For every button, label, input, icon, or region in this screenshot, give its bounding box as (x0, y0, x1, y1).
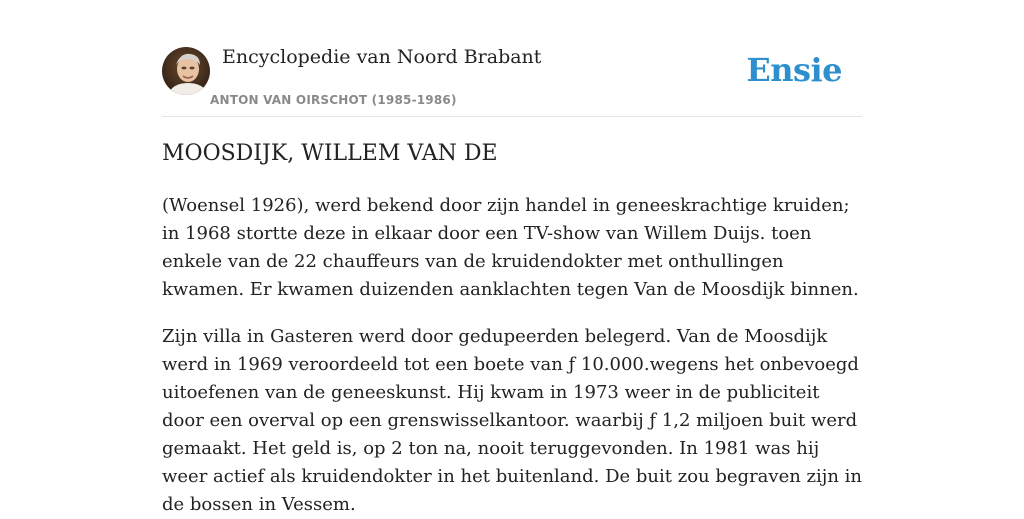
author-name[interactable]: ANTON VAN OIRSCHOT (1985-1986) (210, 93, 457, 107)
entry-paragraph: (Woensel 1926), werd bekend door zijn handel in geneeskrachtige kruiden; in 1968 stortte deze in elkaar door een TV-show van Willem Duijs. toen enkele van de 22 chauffeurs van de kruidendokter met onthullingen kwamen. Er kwamen duizenden aanklachten tegen Van de Moosdijk binnen. (162, 195, 859, 300)
header (162, 0, 862, 117)
entry-title: MOOSDIJK, WILLEM VAN DE (162, 141, 498, 166)
entry-paragraph: Zijn villa in Gasteren werd door gedupeerden belegerd. Van de Moosdijk werd in 1969 veroordeeld tot een boete van ƒ 10.000.wegens het onbevoegd uitoefenen van de geneeskunst. Hij kwam in 1973 weer in de publiciteit door een overval op een grenswisselkantoor. waarbij ƒ 1,2 miljoen buit werd gemaakt. Het geld is, op 2 ton na, nooit teruggevonden. In 1981 was hij weer actief als kruidendokter in het buitenland. De buit zou begraven zijn in de bossen in Vessem. (162, 326, 863, 515)
author-avatar[interactable] (162, 47, 210, 95)
author-portrait-icon (162, 47, 210, 95)
ensie-logo[interactable]: Ensie (746, 51, 842, 89)
page (162, 0, 863, 515)
book-title[interactable]: Encyclopedie van Noord Brabant (222, 46, 542, 68)
